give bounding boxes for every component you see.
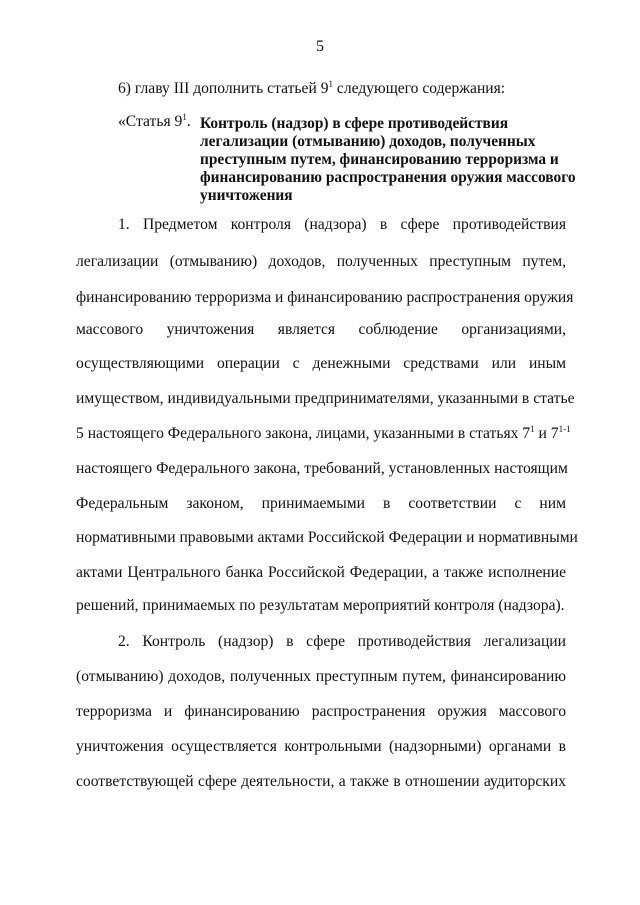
amendment-text-before: 6) главу III дополнить статьей 9 bbox=[118, 80, 329, 97]
article-label-dot: . bbox=[186, 113, 191, 130]
paragraph1-line: Федеральным законом, принимаемыми в соответствии с ним bbox=[76, 495, 566, 512]
paragraph1-line7-mid: и 7 bbox=[534, 425, 559, 442]
paragraph2-line: уничтожения осуществляется контрольными (надзорными) органами в bbox=[76, 738, 566, 755]
paragraph1-line: актами Центрального банка Российской Федерации, а также исполнение bbox=[76, 564, 566, 581]
article-label bbox=[118, 113, 191, 131]
paragraph1-line: финансированию терроризма и финансированию распространения оружия bbox=[76, 289, 574, 306]
paragraph1-line: осуществляющими операции с денежными средствами или иным bbox=[76, 355, 566, 372]
paragraph1-line: имуществом, индивидуальными предпринимателями, указанными в статье bbox=[76, 390, 575, 407]
amendment-text-after: следующего содержания: bbox=[333, 80, 506, 97]
paragraph1-line: 1. Предметом контроля (надзора) в сфере противодействия bbox=[118, 216, 566, 233]
article-label-superscript: 1 bbox=[182, 112, 187, 122]
paragraph2-line: 2. Контроль (надзор) в сфере противодействия легализации bbox=[118, 633, 566, 650]
page-number: 5 bbox=[316, 38, 324, 55]
paragraph2-line: (отмыванию) доходов, полученных преступным путем, финансированию bbox=[76, 668, 566, 685]
paragraph1-line7-sup2: 1-1 bbox=[558, 424, 571, 434]
paragraph1-line7-before: 5 настоящего Федерального закона, лицами, указанными в статьях 7 bbox=[76, 425, 531, 442]
paragraph1-line7-sup1: 1 bbox=[530, 424, 535, 434]
paragraph1-line: легализации (отмыванию) доходов, полученных преступным путем, bbox=[76, 253, 566, 270]
paragraph2-line: соответствующей сфере деятельности, а также в отношении аудиторских bbox=[76, 773, 566, 790]
paragraph1-line-last: решений, принимаемых по результатам мероприятий контроля (надзора). bbox=[76, 597, 565, 614]
amendment-line bbox=[118, 80, 608, 98]
paragraph1-line-with-superscripts bbox=[76, 424, 571, 443]
paragraph1-line: нормативными правовыми актами Российской Федерации и нормативными bbox=[76, 529, 578, 546]
article-label-text: «Статья 9 bbox=[118, 113, 183, 130]
paragraph1-line: массового уничтожения является соблюдение организациями, bbox=[76, 321, 566, 338]
article-title: Контроль (надзор) в сфере противодействия легализации (отмыванию) доходов, полученных преступным путем, финансированию терроризма и финансированию распространения оружия массового уничтожения bbox=[200, 115, 576, 204]
paragraph1-line: настоящего Федерального закона, требований, установленных настоящим bbox=[76, 460, 568, 477]
amendment-superscript: 1 bbox=[328, 79, 333, 89]
paragraph2-line: терроризма и финансированию распространения оружия массового bbox=[76, 703, 566, 720]
